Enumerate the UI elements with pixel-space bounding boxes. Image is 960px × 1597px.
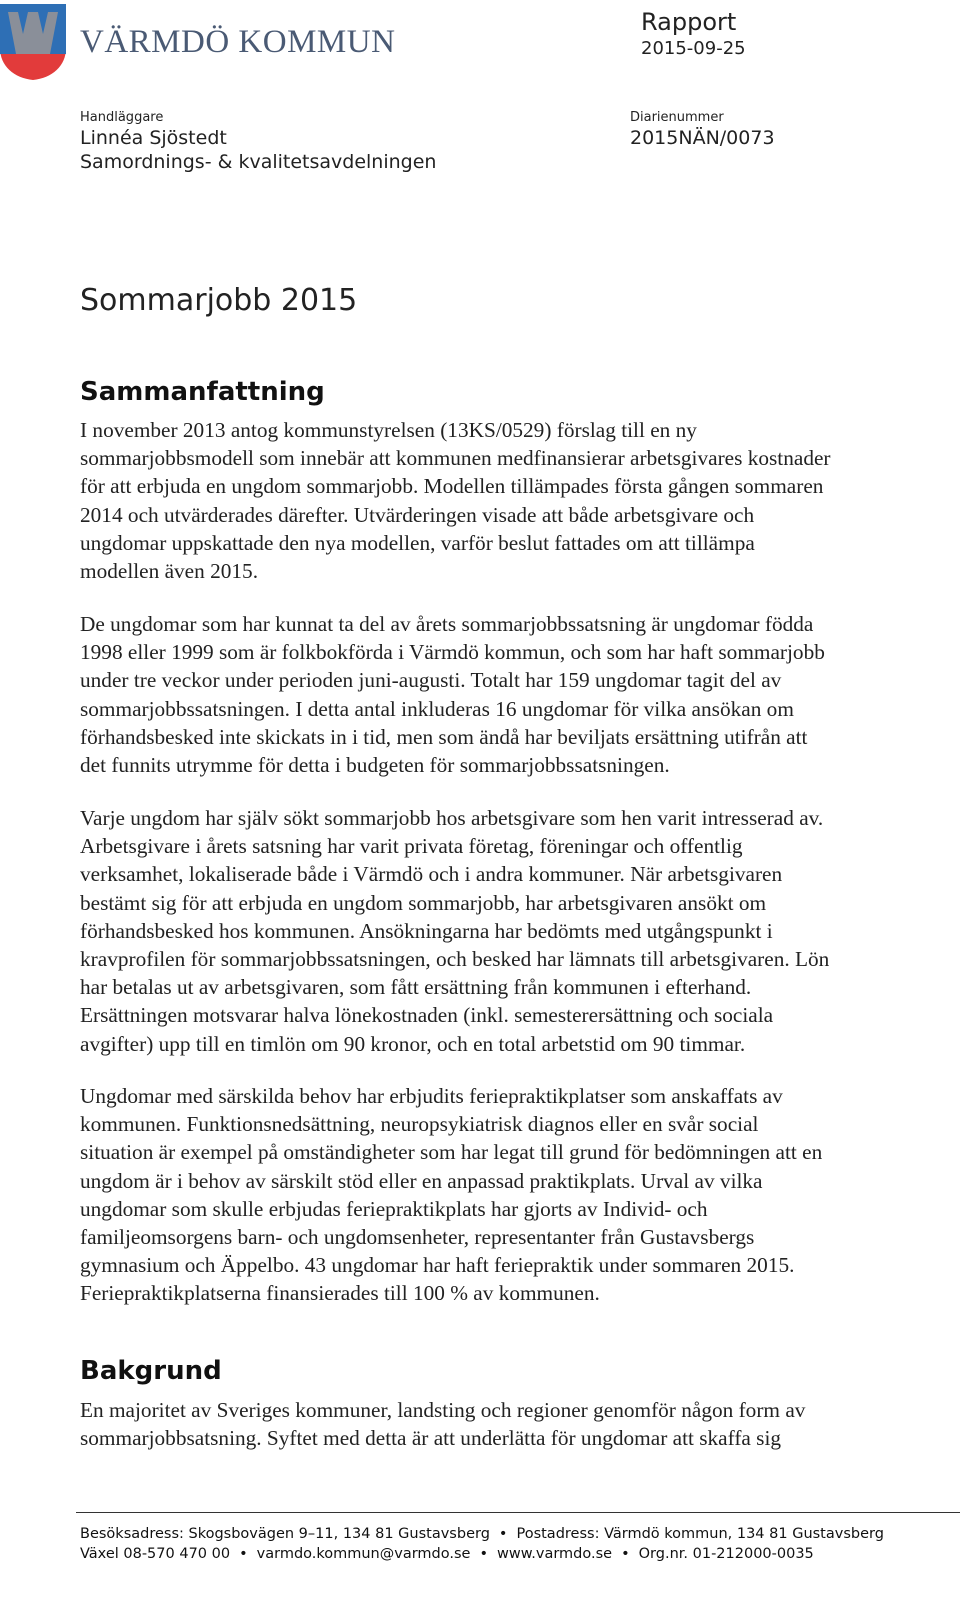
paragraph-4: Ungdomar med särskilda behov har erbjudits feriepraktikplatser som anskaffats av kommunen. Funktionsnedsättning, neuropsykiatrisk diagnos eller en svår social situation är exempel på omständigheter som har legat till grund för bedömningen att en ungdom är i behov av särskilt stöd eller en anpassad praktikplats. Urval av vilka ungdomar som skulle erbjudas feriepraktikplats har gjorts av Individ- och familjeomsorgens barn- och ungdomsenheter, representanter från Gustavsbergs gymnasium och Äppelbo. 43 ungdomar har haft feriepraktik under sommaren 2015. Feriepraktikplatserna finansierades till 100 % av kommunen. (80, 1084, 823, 1306)
page-title: Sommarjobb 2015 (80, 283, 358, 318)
website-link[interactable]: www.varmdo.se (497, 1546, 613, 1562)
footer-contact-line (80, 1546, 814, 1562)
footer-address-line (80, 1526, 884, 1542)
separator: • (479, 1546, 489, 1562)
visit-address: Besöksadress: Skogsbovägen 9–11, 134 81 Gustavsberg (80, 1526, 490, 1542)
document-date: 2015-09-25 (641, 38, 746, 59)
diarie-number: 2015NÄN/0073 (630, 127, 775, 149)
org-number: Org.nr. 01-212000-0035 (638, 1546, 814, 1562)
document-type: Rapport (641, 8, 737, 36)
postal-address: Postadress: Värmdö kommun, 134 81 Gustavsberg (516, 1526, 884, 1542)
handlaggare-label: Handläggare (80, 110, 164, 125)
footer-divider (76, 1512, 960, 1513)
separator: • (621, 1546, 630, 1562)
paragraph-2: De ungdomar som har kunnat ta del av årets sommarjobbssatsning är ungdomar födda 1998 eller 1999 som är folkbokförda i Värmdö kommun, och som har haft sommarjobb under tre veckor under perioden juni-augusti. Totalt har 159 ungdomar tagit del av sommarjobbssatsningen. I detta antal inkluderas 16 ungdomar för vilka ansökan om förhandsbesked inte skickats in i tid, men som ändå har beviljats ersättning utifrån att det funnits utrymme för detta i budgeten för sommarjobbssatsningen. (80, 612, 825, 778)
paragraph-5: En majoritet av Sveriges kommuner, landsting och regioner genomför någon form av sommarjobbsatsning. Syftet med detta är att underlätta för ungdomar att skaffa sig (80, 1398, 806, 1451)
paragraph-1: I november 2013 antog kommunstyrelsen (13KS/0529) förslag till en ny sommarjobbsmodell som innebär att kommunen medfinansierar arbetsgivares kostnader för att erbjuda en ungdom sommarjobb. Modellen tillämpades första gången sommaren 2014 och utvärderades därefter. Utvärderingen visade att både arbetsgivare och ungdomar uppskattade den nya modellen, varför beslut fattades om att tillämpa modellen även 2015. (80, 418, 831, 584)
organization-name: VÄRMDÖ KOMMUN (80, 24, 396, 60)
department: Samordnings- & kvalitetsavdelningen (80, 151, 437, 173)
summary-heading: Sammanfattning (80, 377, 325, 407)
background-heading: Bakgrund (80, 1356, 222, 1386)
paragraph-3: Varje ungdom har själv sökt sommarjobb hos arbetsgivare som hen varit intresserad av. Arbetsgivare i årets satsning har varit privata företag, föreningar och offentlig verksamhet, lokaliserade både i Värmdö och i andra kommuner. När arbetsgivaren bestämt sig för att erbjuda en ungdom sommarjobb, har arbetsgivaren ansökt om förhandsbesked hos kommunen. Ansökningarna har bedömts med utgångspunkt i kravprofilen för sommarjobbssatsningen, och besked har lämnats till arbetsgivaren. Lön har betalas ut av arbetsgivaren, som fått ersättning från kommunen i efterhand. Ersättningen motsvarar halva lönekostnaden (inkl. semesterersättning och sociala avgifter) upp till en timlön om 90 kronor, och en total arbetstid om 90 timmar. (80, 806, 830, 1056)
separator: • (239, 1546, 248, 1562)
handlaggare-name: Linnéa Sjöstedt (80, 127, 227, 149)
municipality-logo (0, 4, 66, 80)
coat-of-arms-icon (0, 4, 66, 80)
separator: • (498, 1526, 508, 1542)
phone-number: Växel 08-570 470 00 (80, 1546, 231, 1562)
email-link[interactable]: varmdo.kommun@varmdo.se (256, 1546, 471, 1562)
diarie-label: Diarienummer (630, 110, 724, 125)
